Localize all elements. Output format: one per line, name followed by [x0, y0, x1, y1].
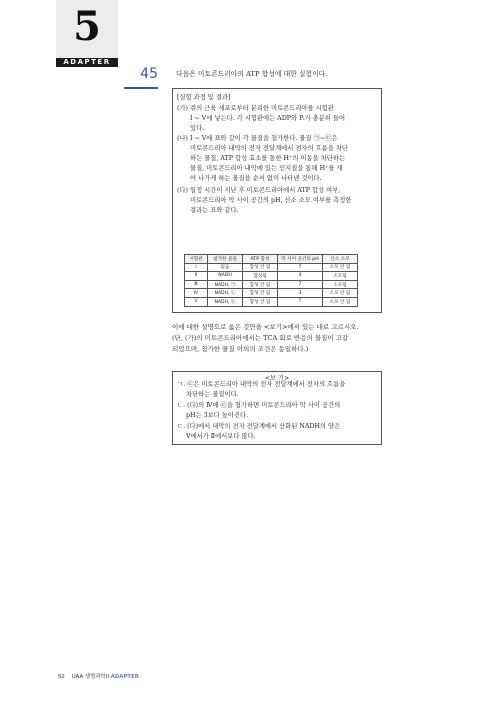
- question-number-underline: [124, 87, 158, 89]
- table-cell: NADH, ㉡: [208, 289, 243, 298]
- question-number: 45: [140, 66, 158, 82]
- question-prompt-line: 되었으며, 첨가한 물질 이외의 조건은 동일하다.): [172, 345, 309, 353]
- series-name: UAA 생명과학II: [71, 674, 109, 680]
- table-header-cell: 첨가한 물질: [208, 255, 243, 264]
- table-cell: 7: [278, 263, 323, 272]
- experiment-line: 하는 물질, ATP 합성 효소를 통한 H⁺의 이동을 차단하는: [190, 155, 346, 162]
- experiment-line: 물질, 미토콘드리아 내막에 있는 인지질을 통해 H⁺를 새: [190, 165, 343, 172]
- table-header-cell: 막 사이 공간의 pH: [278, 255, 323, 264]
- table-header-cell: ATP 합성: [243, 255, 278, 264]
- table-row: [185, 297, 358, 306]
- table-cell: Ⅰ: [185, 263, 208, 272]
- table-row: [185, 280, 358, 289]
- experiment-line: Ⅰ ~ Ⅴ에 넣는다. 각 시험관에는 ADP와 Pᵢ가 충분히 들어: [190, 115, 346, 122]
- table-cell: 소모 안 됨: [323, 289, 358, 298]
- experiment-line: (다) 일정 시간이 지난 후 미토콘드리아에서 ATP 합성 여부,: [177, 187, 341, 194]
- table-row: [185, 272, 358, 281]
- experiment-line: 미토콘드리아 막 사이 공간의 pH, 산소 소모 여부를 측정한: [190, 197, 352, 204]
- brand-name: ADAPTER: [110, 674, 139, 680]
- table-cell: 7: [278, 280, 323, 289]
- table-header-cell: 시험관: [185, 255, 208, 264]
- table-cell: 소모됨: [323, 272, 358, 281]
- table-cell: 3: [278, 289, 323, 298]
- table-header-cell: 산소 소모: [323, 255, 358, 264]
- table-cell: 합성 안 됨: [243, 263, 278, 272]
- page-number: 52: [58, 674, 65, 680]
- experiment-line: 있다.: [190, 125, 205, 132]
- bogi-item: ㄱ. ㉢은 미토콘드리아 내막의 전자 전달계에서 전자의 흐름을: [177, 381, 346, 388]
- table-cell: 합성 안 됨: [243, 280, 278, 289]
- table-cell: NADH, ㉢: [208, 297, 243, 306]
- experiment-line: 결과는 표와 같다.: [190, 207, 239, 214]
- table-cell: 소모 안 됨: [323, 297, 358, 306]
- table-cell: NADH, ㉠: [208, 280, 243, 289]
- page-footer: [58, 672, 139, 680]
- table-header-row: [185, 255, 358, 264]
- question-prompt-line: (단, (가)의 미토콘드리아에서는 TCA 회로 반응의 물질이 고갈: [172, 334, 349, 342]
- experiment-line: 어 나가게 하는 물질을 순서 없이 나타낸 것이다.: [190, 175, 322, 182]
- bogi-item: pH는 3보다 높아진다.: [186, 412, 249, 419]
- chapter-label: ADAPTER: [63, 58, 111, 66]
- experiment-box-title: [실험 과정 및 결과]: [177, 94, 231, 101]
- bogi-item: ㄴ. (다)의 Ⅳ에 ㉢을 첨가하면 미토콘드리아 막 사이 공간의: [177, 402, 341, 409]
- experiment-line: (가) 쥐의 근육 세포로부터 분리한 미토콘드리아를 시험관: [177, 105, 334, 112]
- table-cell: 4: [278, 272, 323, 281]
- experiment-line: 미토콘드리아 내막의 전자 전달계에서 전자의 흐름을 차단: [190, 145, 348, 152]
- table-cell: 합성됨: [243, 272, 278, 281]
- question-prompt-line: 이에 대한 설명으로 옳은 것만을 <보기>에서 있는 대로 고르시오.: [172, 323, 359, 331]
- table-cell: 없음: [208, 263, 243, 272]
- experiment-line: (나) Ⅰ ~ Ⅴ에 표와 같이 각 물질을 첨가한다. 물질 ㉠~㉢은: [177, 135, 338, 142]
- chapter-badge-bg: [56, 0, 118, 58]
- table-cell: 7: [278, 297, 323, 306]
- table-cell: 소모됨: [323, 280, 358, 289]
- table-cell: 합성 안 됨: [243, 289, 278, 298]
- table-cell: 소모 안 됨: [323, 263, 358, 272]
- table-cell: 합성 안 됨: [243, 297, 278, 306]
- table-row: [185, 263, 358, 272]
- results-table: [184, 254, 358, 307]
- bogi-item: ㄷ. (다)에서 내막의 전자 전달계에서 산화된 NADH의 양은: [177, 423, 341, 430]
- table-cell: Ⅱ: [185, 272, 208, 281]
- bogi-item: 차단하는 물질이다.: [186, 391, 239, 398]
- question-stem: 다음은 미토콘드리아의 ATP 합성에 대한 실험이다.: [176, 70, 328, 78]
- bogi-title-text: <보 기>: [261, 375, 293, 382]
- table-row: [185, 289, 358, 298]
- table-cell: Ⅳ: [185, 289, 208, 298]
- table-cell: Ⅲ: [185, 280, 208, 289]
- chapter-number: 5: [73, 3, 101, 50]
- table-cell: Ⅴ: [185, 297, 208, 306]
- table-cell: NADH: [208, 272, 243, 281]
- bogi-item: Ⅴ에서가 Ⅱ에서보다 많다.: [186, 433, 256, 440]
